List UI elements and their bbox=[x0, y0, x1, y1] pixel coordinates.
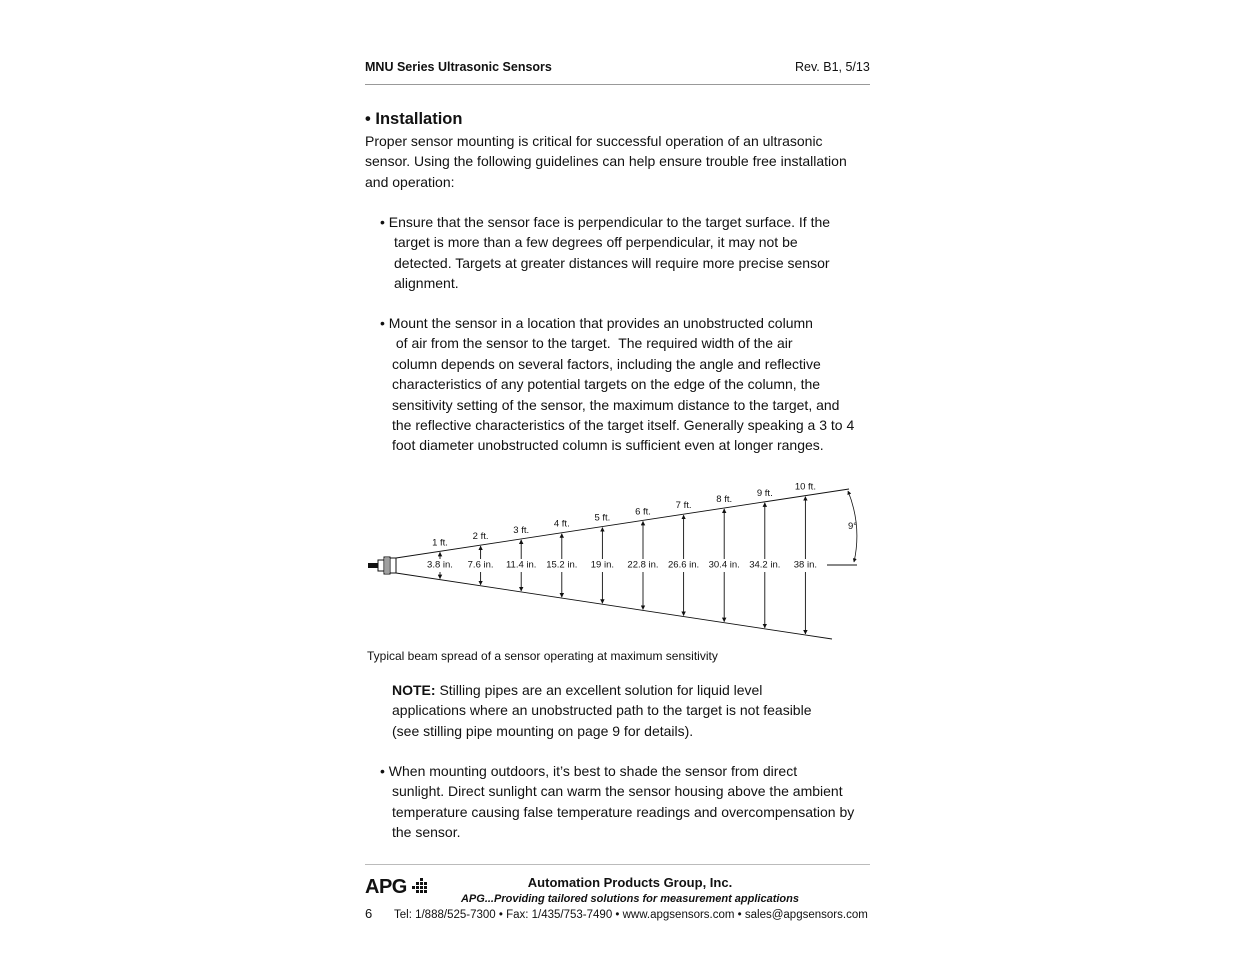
note-block bbox=[392, 680, 862, 741]
beam-upper-edge bbox=[396, 489, 849, 558]
bullet-line: • Mount the sensor in a location that provides an unobstructed column bbox=[380, 315, 813, 331]
intro-paragraph bbox=[365, 131, 870, 192]
beam-lower-edge bbox=[396, 573, 832, 639]
sensor-icon bbox=[368, 557, 396, 574]
distance-label: 2 ft. bbox=[472, 531, 489, 543]
width-label: 34.2 in. bbox=[749, 559, 781, 571]
bullet-perpendicular bbox=[380, 212, 864, 294]
note-text: Stilling pipes are an excellent solution for liquid level bbox=[435, 682, 763, 698]
intro-line: and operation: bbox=[365, 173, 455, 190]
section-heading: • Installation bbox=[365, 110, 463, 128]
width-label: 19 in. bbox=[590, 559, 615, 571]
beam-spread-diagram bbox=[362, 474, 862, 644]
bullet-line: sensitivity setting of the sensor, the maximum distance to the target, and bbox=[392, 396, 840, 413]
angle-label: 9° bbox=[848, 521, 858, 532]
bullet-line: of air from the sensor to the target. The required width of the air bbox=[392, 335, 793, 352]
bullet-line: foot diameter unobstructed column is sufficient even at longer ranges. bbox=[392, 437, 824, 454]
distance-label: 7 ft. bbox=[675, 500, 692, 512]
footer-divider bbox=[365, 864, 870, 865]
bullet-line: • When mounting outdoors, it’s best to shade the sensor from direct bbox=[380, 763, 798, 779]
diagram-caption: Typical beam spread of a sensor operating at maximum sensitivity bbox=[367, 649, 718, 663]
company-tagline: APG...Providing tailored solutions for measurement applications bbox=[460, 893, 799, 905]
header-title: MNU Series Ultrasonic Sensors bbox=[365, 60, 552, 74]
width-label: 26.6 in. bbox=[668, 559, 700, 571]
header-divider bbox=[365, 84, 870, 85]
distance-label: 4 ft. bbox=[553, 518, 570, 530]
width-label: 30.4 in. bbox=[708, 559, 740, 571]
note-line-3: (see stilling pipe mounting on page 9 for details). bbox=[392, 722, 694, 739]
bullet-line: target is more than a few degrees off perpendicular, it may not be bbox=[394, 234, 798, 251]
intro-line: Proper sensor mounting is critical for successful operation of an ultrasonic bbox=[365, 133, 823, 149]
width-label: 3.8 in. bbox=[427, 559, 453, 571]
distance-label: 5 ft. bbox=[594, 512, 611, 524]
header-revision: Rev. B1, 5/13 bbox=[795, 60, 870, 74]
bullet-line: the reflective characteristics of the target itself. Generally speaking a 3 to 4 bbox=[392, 417, 855, 434]
bullet-mounting bbox=[380, 313, 872, 456]
distance-label: 6 ft. bbox=[635, 506, 651, 518]
contact-info: Tel: 1/888/525-7300 • Fax: 1/435/753-7490 • www.apgsensors.com • sales@apgsensors.com bbox=[394, 909, 868, 921]
width-label: 15.2 in. bbox=[546, 559, 578, 571]
bullet-line: alignment. bbox=[394, 275, 459, 292]
note-label: NOTE: bbox=[392, 682, 436, 698]
distance-label: 8 ft. bbox=[716, 494, 733, 506]
page-number: 6 bbox=[365, 906, 373, 921]
width-label: 38 in. bbox=[793, 559, 818, 571]
bullet-line: detected. Targets at greater distances will require more precise sensor bbox=[394, 254, 830, 271]
bullet-line: • Ensure that the sensor face is perpendicular to the target surface. If the bbox=[380, 214, 831, 230]
width-label: 7.6 in. bbox=[467, 559, 494, 571]
distance-label: 10 ft. bbox=[794, 481, 816, 493]
bullet-line: temperature causing false temperature readings and overcompensation by bbox=[392, 803, 855, 820]
bullet-line: characteristics of any potential targets on the edge of the column, the bbox=[392, 376, 821, 393]
intro-line: sensor. Using the following guidelines can help ensure trouble free installation bbox=[365, 153, 847, 170]
note-line-2: applications where an unobstructed path to the target is not feasible bbox=[392, 702, 812, 719]
width-label: 11.4 in. bbox=[505, 559, 537, 571]
bullet-line: the sensor. bbox=[392, 824, 461, 841]
bullet-line: sunlight. Direct sunlight can warm the sensor housing above the ambient bbox=[392, 783, 843, 800]
distance-label: 9 ft. bbox=[756, 487, 773, 499]
bullet-outdoors bbox=[380, 761, 872, 843]
note-line-1 bbox=[392, 680, 862, 700]
distance-label: 1 ft. bbox=[432, 537, 448, 549]
width-label: 22.8 in. bbox=[627, 559, 659, 571]
distance-marks bbox=[427, 482, 817, 634]
logo-text: APG bbox=[365, 876, 407, 898]
distance-label: 3 ft. bbox=[513, 524, 530, 536]
bullet-line: column depends on several factors, including the angle and reflective bbox=[392, 355, 821, 372]
company-name: Automation Products Group, Inc. bbox=[527, 875, 733, 890]
